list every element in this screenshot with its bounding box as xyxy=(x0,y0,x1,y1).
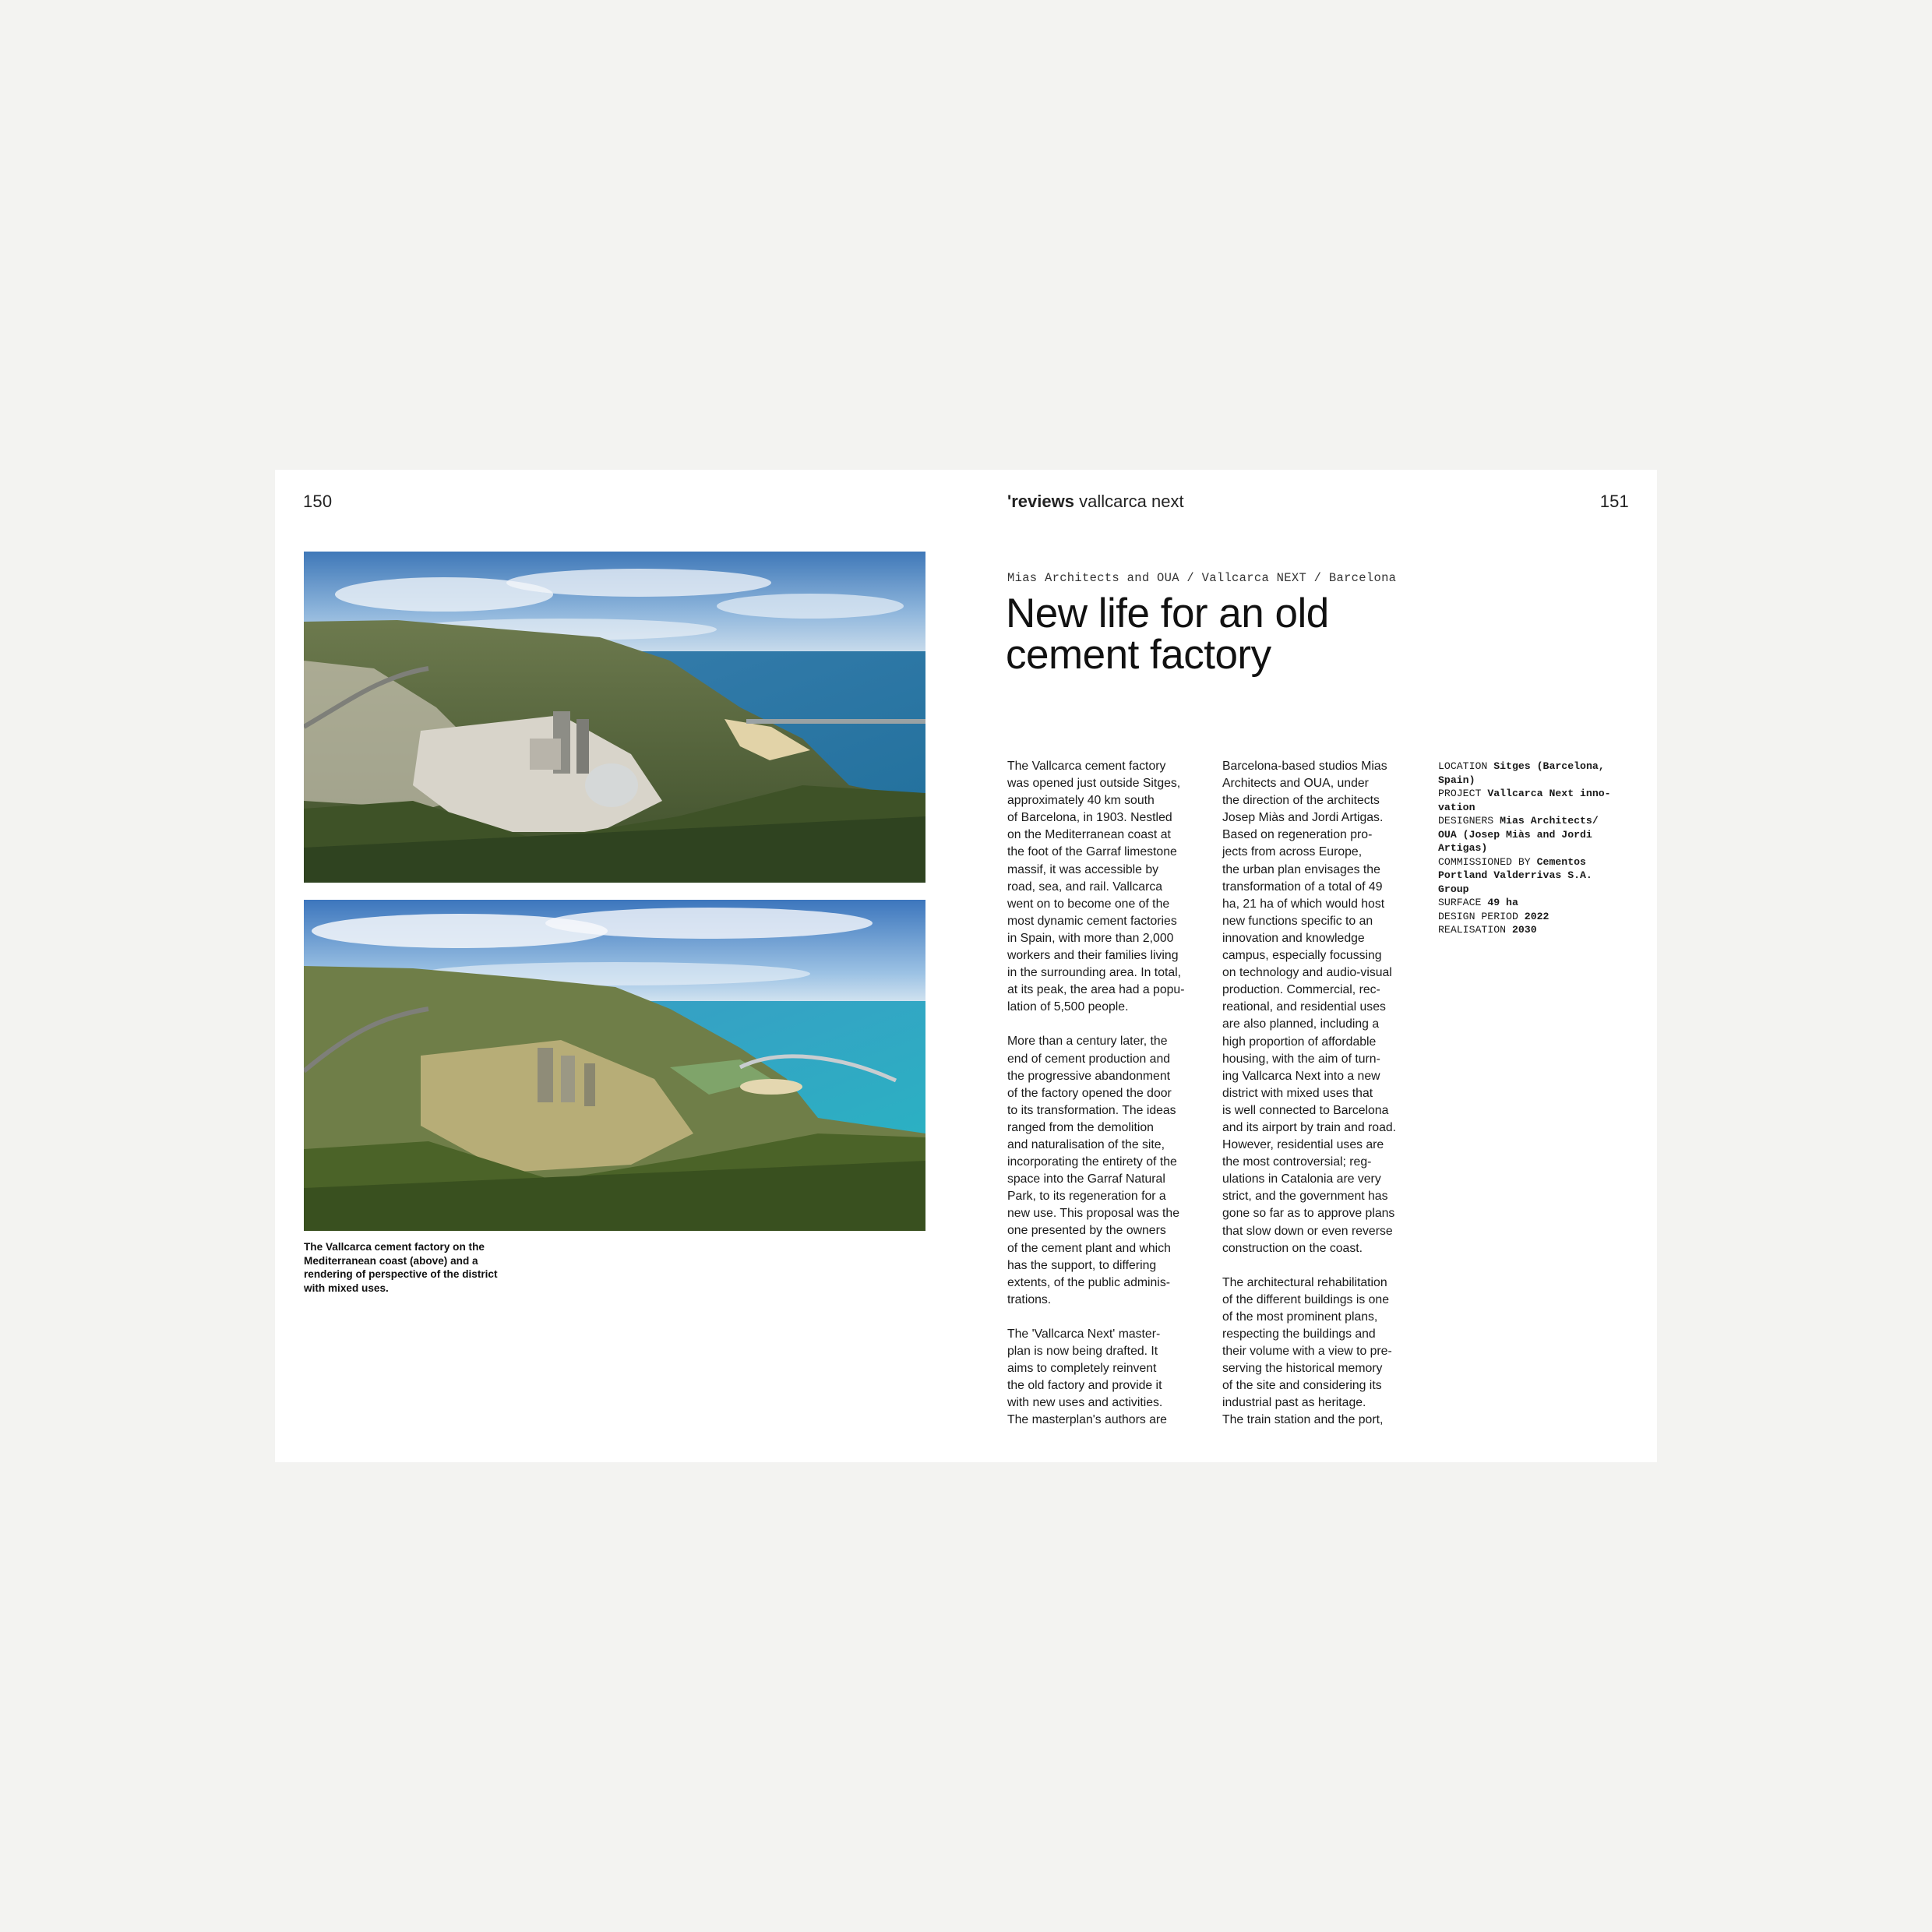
body-line: of the most prominent plans, xyxy=(1222,1310,1378,1324)
body-line: More than a century later, the xyxy=(1007,1035,1168,1049)
body-line: gone so far as to approve plans xyxy=(1222,1207,1395,1221)
body-line: The architectural rehabilitation xyxy=(1222,1275,1387,1289)
body-paragraph xyxy=(1222,1274,1417,1430)
credit-label: PROJECT xyxy=(1438,788,1488,799)
running-head-section: 'reviews xyxy=(1007,492,1074,511)
body-line: ulations in Catalonia are very xyxy=(1222,1172,1381,1186)
body-line: However, residential uses are xyxy=(1222,1138,1384,1152)
article-headline xyxy=(1006,591,1411,678)
credit-label: REALISATION xyxy=(1438,924,1512,936)
body-line: in Spain, with more than 2,000 xyxy=(1007,931,1174,945)
body-line: new use. This proposal was the xyxy=(1007,1207,1179,1221)
body-line: on the Mediterranean coast at xyxy=(1007,828,1171,842)
body-line: incorporating the entirety of the xyxy=(1007,1155,1177,1169)
project-credits xyxy=(1438,760,1633,937)
body-line: The 'Vallcarca Next' master- xyxy=(1007,1327,1161,1341)
body-line: went on to become one of the xyxy=(1007,897,1170,911)
credit-row xyxy=(1438,855,1633,869)
credit-row xyxy=(1438,923,1633,937)
body-line: most dynamic cement factories xyxy=(1007,914,1177,928)
credit-value: Sitges (Barcelona, xyxy=(1493,760,1605,772)
credit-row xyxy=(1438,760,1633,774)
body-line: The Vallcarca cement factory xyxy=(1007,760,1166,773)
body-line: on technology and audio-visual xyxy=(1222,966,1392,980)
body-line: and its airport by train and road. xyxy=(1222,1120,1397,1134)
body-paragraph xyxy=(1007,1326,1202,1430)
body-line: Barcelona-based studios Mias xyxy=(1222,760,1387,773)
credit-value: Cementos xyxy=(1536,855,1586,868)
article-kicker: Mias Architects and OUA / Vallcarca NEXT / Barcelona xyxy=(1007,571,1397,585)
body-line: district with mixed uses that xyxy=(1222,1086,1373,1100)
credit-label: SURFACE xyxy=(1438,897,1488,908)
caption-line: The Vallcarca cement factory on the xyxy=(304,1241,485,1253)
credit-label: DESIGN PERIOD xyxy=(1438,910,1525,922)
body-column-1 xyxy=(1007,758,1202,1446)
body-line: with new uses and activities. xyxy=(1007,1396,1163,1410)
credit-value: vation xyxy=(1438,801,1475,813)
body-line: ing Vallcarca Next into a new xyxy=(1222,1069,1380,1083)
body-line: workers and their families living xyxy=(1007,949,1179,963)
body-line: reational, and residential uses xyxy=(1222,1000,1386,1014)
body-line: The train station and the port, xyxy=(1222,1413,1384,1427)
body-line: end of cement production and xyxy=(1007,1052,1171,1066)
body-line: new functions specific to an xyxy=(1222,914,1373,928)
body-line: is well connected to Barcelona xyxy=(1222,1103,1389,1117)
body-line: The masterplan's authors are xyxy=(1007,1413,1167,1427)
credit-value: 2030 xyxy=(1511,924,1537,936)
credit-value: OUA (Josep Miàs and Jordi xyxy=(1438,828,1592,841)
body-line: road, sea, and rail. Vallcarca xyxy=(1007,880,1163,894)
body-line: jects from across Europe, xyxy=(1222,845,1363,859)
credit-value: Artigas) xyxy=(1438,842,1488,854)
credit-row xyxy=(1438,774,1633,788)
credit-row xyxy=(1438,828,1633,842)
caption-line: Mediterranean coast (above) and a xyxy=(304,1254,478,1267)
body-line: of the site and considering its xyxy=(1222,1379,1382,1393)
headline-line: New life for an old xyxy=(1006,591,1329,636)
body-line: campus, especially focussing xyxy=(1222,949,1382,963)
magazine-spread xyxy=(275,470,1657,1462)
credit-row xyxy=(1438,814,1633,828)
credit-row xyxy=(1438,869,1633,883)
body-line: Based on regeneration pro- xyxy=(1222,828,1373,842)
body-line: high proportion of affordable xyxy=(1222,1035,1377,1049)
credit-row xyxy=(1438,787,1633,801)
credit-label: LOCATION xyxy=(1438,760,1494,772)
body-line: are also planned, including a xyxy=(1222,1017,1380,1031)
body-line: housing, with the aim of turn- xyxy=(1222,1052,1380,1066)
body-line: Park, to its regeneration for a xyxy=(1007,1190,1166,1204)
body-line: the urban plan envisages the xyxy=(1222,862,1380,876)
body-line: the most controversial; reg- xyxy=(1222,1155,1372,1169)
body-line: one presented by the owners xyxy=(1007,1224,1166,1238)
body-line: production. Commercial, rec- xyxy=(1222,983,1380,997)
credit-row xyxy=(1438,910,1633,924)
caption-line: rendering of perspective of the district xyxy=(304,1268,498,1280)
page-number-right: 151 xyxy=(1599,492,1629,511)
body-line: the old factory and provide it xyxy=(1007,1379,1162,1393)
body-line: massif, it was accessible by xyxy=(1007,862,1159,876)
rendering-district-perspective xyxy=(304,900,925,1231)
body-line: ha, 21 ha of which would host xyxy=(1222,897,1385,911)
body-line: ranged from the demolition xyxy=(1007,1120,1154,1134)
body-paragraph xyxy=(1222,758,1417,1257)
body-line: plan is now being drafted. It xyxy=(1007,1345,1158,1358)
credit-value: Group xyxy=(1438,883,1469,895)
body-line: Architects and OUA, under xyxy=(1222,777,1369,791)
running-head-topic: vallcarca next xyxy=(1074,492,1184,511)
body-line: construction on the coast. xyxy=(1222,1241,1363,1255)
credit-value: Vallcarca Next inno- xyxy=(1487,788,1611,799)
credit-value: 2022 xyxy=(1524,910,1549,922)
body-paragraph xyxy=(1007,758,1202,1016)
body-line: trations. xyxy=(1007,1292,1052,1306)
body-line: innovation and knowledge xyxy=(1222,931,1365,945)
body-line: strict, and the government has xyxy=(1222,1190,1388,1204)
body-line: of the cement plant and which xyxy=(1007,1241,1171,1255)
caption-line: with mixed uses. xyxy=(304,1282,389,1294)
body-line: space into the Garraf Natural xyxy=(1007,1172,1165,1186)
body-line: in the surrounding area. In total, xyxy=(1007,966,1182,980)
image-caption xyxy=(304,1240,538,1295)
credit-row xyxy=(1438,883,1633,897)
body-line: to its transformation. The ideas xyxy=(1007,1103,1176,1117)
body-line: their volume with a view to pre- xyxy=(1222,1345,1392,1359)
body-line: of Barcelona, in 1903. Nestled xyxy=(1007,811,1172,825)
credit-value: Spain) xyxy=(1438,774,1475,786)
page-number-left: 150 xyxy=(303,492,333,511)
credit-row xyxy=(1438,841,1633,855)
photo-factory-aerial xyxy=(304,552,925,883)
photo-factory-aerial-graphic xyxy=(304,552,925,883)
body-line: the progressive abandonment xyxy=(1007,1069,1171,1083)
credit-label: COMMISSIONED BY xyxy=(1438,855,1537,868)
body-line: of the different buildings is one xyxy=(1222,1292,1389,1306)
rendering-district-graphic xyxy=(304,900,925,1231)
body-line: industrial past as heritage. xyxy=(1222,1396,1366,1410)
body-line: has the support, to differing xyxy=(1007,1258,1157,1272)
body-line: Josep Miàs and Jordi Artigas. xyxy=(1222,811,1384,825)
body-line: that slow down or even reverse xyxy=(1222,1224,1393,1238)
headline-line: cement factory xyxy=(1006,632,1271,678)
body-line: and naturalisation of the site, xyxy=(1007,1137,1165,1151)
credit-row xyxy=(1438,801,1633,815)
body-line: the direction of the architects xyxy=(1222,794,1380,808)
body-column-2 xyxy=(1222,758,1417,1447)
body-line: was opened just outside Sitges, xyxy=(1007,777,1181,791)
credit-value: 49 ha xyxy=(1487,897,1518,908)
credit-value: Mias Architects/ xyxy=(1500,815,1599,827)
body-paragraph xyxy=(1007,1033,1202,1309)
credit-value: Portland Valderrivas S.A. xyxy=(1438,869,1592,881)
running-head xyxy=(1007,492,1184,512)
body-line: serving the historical memory xyxy=(1222,1362,1383,1376)
body-line: at its peak, the area had a popu- xyxy=(1007,983,1185,997)
body-line: approximately 40 km south xyxy=(1007,794,1155,808)
body-line: of the factory opened the door xyxy=(1007,1086,1172,1100)
body-line: respecting the buildings and xyxy=(1222,1327,1376,1341)
body-line: extents, of the public adminis- xyxy=(1007,1275,1170,1289)
credit-label: DESIGNERS xyxy=(1438,815,1500,827)
body-line: lation of 5,500 people. xyxy=(1007,1000,1129,1014)
credit-row xyxy=(1438,896,1633,910)
body-line: aims to completely reinvent xyxy=(1007,1362,1157,1376)
body-line: the foot of the Garraf limestone xyxy=(1007,845,1177,859)
body-line: transformation of a total of 49 xyxy=(1222,880,1383,894)
